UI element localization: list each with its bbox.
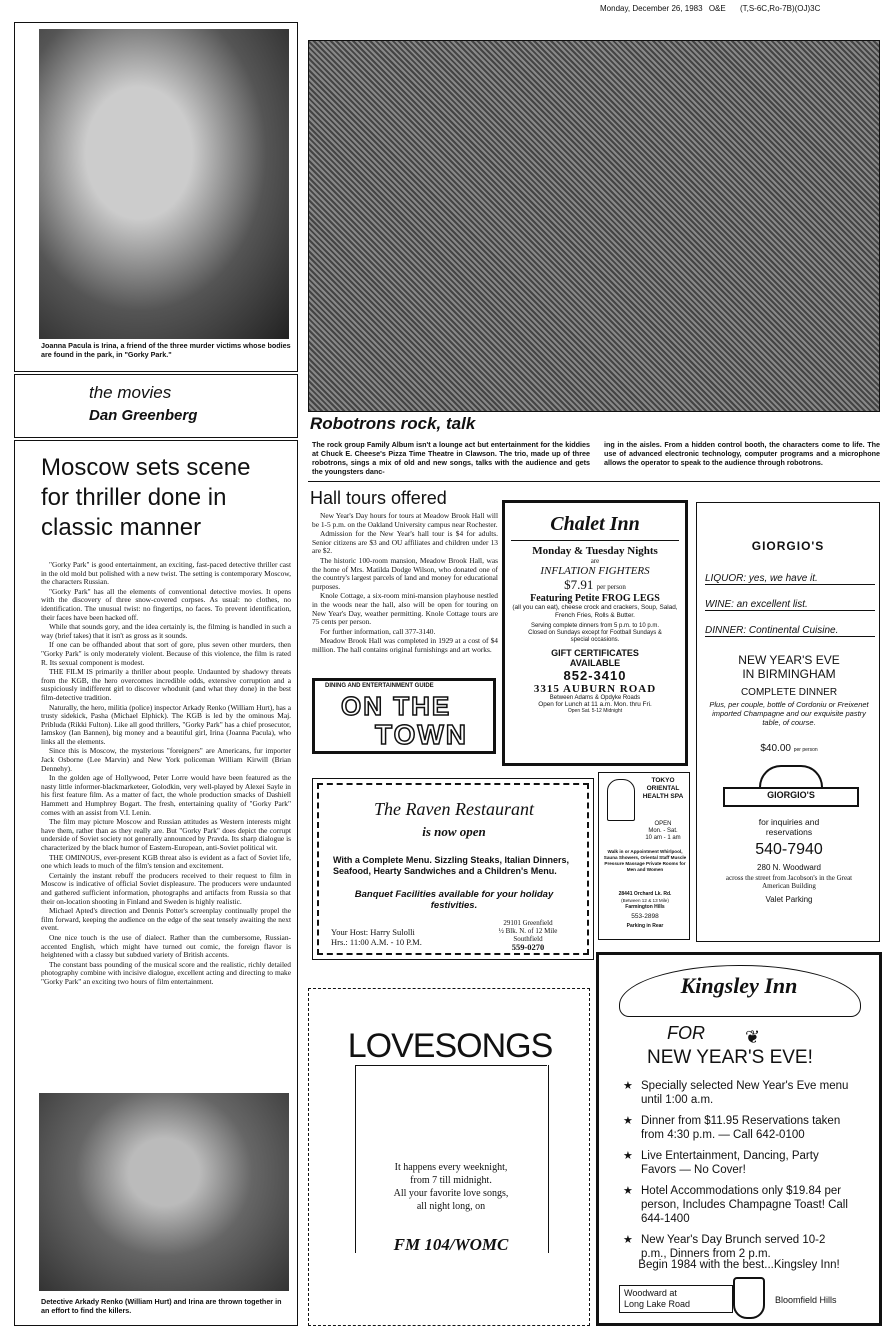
chalet-line2: are xyxy=(590,557,600,565)
raven-banquet: Banquet Facilities available for your holiday festivities. xyxy=(354,889,554,911)
giorgios-name: GIORGIO'S xyxy=(751,539,825,553)
on-the-town-logo xyxy=(312,678,496,754)
on-the-town-line1: ON THE xyxy=(341,691,452,721)
tokyo-parking: Parking in Rear xyxy=(626,923,664,929)
on-the-town-tagline: DINING AND ENTERTAINMENT GUIDE xyxy=(325,683,434,689)
on-the-town-line2: TOWN xyxy=(375,719,469,750)
kingsley-item: ★ Live Entertainment, Dancing, Party Favors — No Cover! xyxy=(619,1149,851,1177)
divider xyxy=(308,481,880,482)
tokyo-between: (Between 12 & 13 Mile) xyxy=(621,898,669,903)
lovesongs-copy xyxy=(355,1161,547,1213)
raven-addr3: Southfield xyxy=(513,935,543,943)
review-body xyxy=(41,561,291,1086)
review-paragraph: If one can be offhanded about that sort of gore, plus seven other murders, then "Gorky Park" is only moderately violent. Because of this violence, the film is rated R. Its sexual component is modest. xyxy=(41,640,291,667)
tokyo-city: Farmington Hills xyxy=(625,904,665,910)
raven-open: is now open xyxy=(422,824,486,839)
raven-menu: With a Complete Menu. Sizzling Steaks, Italian Dinners, Seafood, Hearty Sandwiches and a Children's Menu. xyxy=(333,855,569,876)
kingsley-list xyxy=(619,1079,851,1268)
spa-person-icon xyxy=(607,779,635,821)
left-photo-frame xyxy=(14,22,298,372)
chalet-price-line xyxy=(505,577,685,593)
awning-icon xyxy=(759,765,823,787)
review-paragraph: The film may picture Moscow and Russian attitudes as Western interests might have them, rather than as they really are. But "Gorky Park" does depict the corrupt underside of Soviet society not generally announced by Pravda. Its sharp dialogue is characterized by the black humor of Eastern-European, anti-Soviet political wit. xyxy=(41,817,291,852)
chalet-inn-ad xyxy=(502,500,688,766)
giorgios-ad xyxy=(696,502,880,942)
chalet-details: (all you can eat), cheese crock and crackers, Soup, Salad, French Fries, Rolls & Butter. xyxy=(512,604,678,619)
tokyo-days: Mon. - Sat. xyxy=(648,828,678,834)
review-paragraph: Certainly the instant rebuff the producers received to their request to film in Moscow is indicative of official Soviet displeasure. The producers were undaunted and gathered sufficient information, photographs and artifacts from Russia so that their on-location shooting in Finland and Sweden is highly realistic. xyxy=(41,870,291,906)
bottom-photo-caption: Detective Arkady Renko (William Hurt) and Irina are thrown together in an effort to find the killers. xyxy=(41,1297,282,1315)
irina-photo xyxy=(39,29,289,339)
kingsley-city: Bloomfield Hills xyxy=(775,1295,837,1305)
chalet-line3: INFLATION FIGHTERS xyxy=(540,565,650,577)
column-header xyxy=(14,374,298,438)
review-paragraph: THE OMINOUS, ever-present KGB threat also is evident as a fact of Soviet life, one which leads to much of the film's tension and excitement. xyxy=(41,852,291,871)
giorgios-wine: WINE: an excellent list. xyxy=(705,599,875,611)
robotrons-headline: Robotrons rock, talk xyxy=(310,414,476,433)
raven-host: Your Host: Harry Sulolli xyxy=(331,927,415,937)
review-paragraph: "Gorky Park" has all the elements of conventional detective movies. It opens with the discovery of three snow-covered corpses. As usual: no clothes, no identification. The unusual twist: no fingertips, no faces. To prevent identification, their faces have been hacked off. xyxy=(41,586,291,622)
lovesongs-line4: all night long, on xyxy=(416,1201,486,1212)
giorgios-across: across the street from Jacobson's in the Great American Building xyxy=(725,874,853,890)
review-paragraph: Naturally, the hero, militia (police) inspector Arkady Renko (William Hurt), has a trusty sidekick, Pasha (Michael Elphick). The KGB is led by the ominous Maj. Pribluda (Rikki Fulton). Like all good thrillers, "Gorky Park" has a chief prosecutor, Iamskoy (Ian Bannen), big money and a beautiful girl, Irina (Joanna Pacula), who links all the elements. xyxy=(41,702,291,746)
giorgios-sign xyxy=(723,787,859,807)
hall-tours-paragraph: New Year's Day hours for tours at Meadow Brook Hall will be 1-5 p.m. on the Oakland University campus near Rochester. xyxy=(312,512,498,529)
giorgios-price-suffix: per person xyxy=(793,747,818,753)
hall-tours-body xyxy=(312,512,498,672)
chalet-gift: GIFT CERTIFICATES AVAILABLE xyxy=(551,648,639,668)
chalet-feature: Featuring Petite FROG LEGS xyxy=(530,593,660,604)
lovesongs-frame xyxy=(355,1065,549,1253)
review-paragraph: THE FILM IS primarily a thriller about people. Undaunted by shadowy threats from the KGB, the hero overcomes incredible odds, extensive corruption and a suspiciously indifferent girl to discover whodunit (and what they done) in the best film-detective tradition. xyxy=(41,667,291,702)
kingsley-item: ★ Specially selected New Year's Eve menu until 1:00 a.m. xyxy=(619,1079,851,1107)
robotrons-caption-left: The rock group Family Album isn't a lounge act but entertainment for the kiddies at Chuck E. Cheese's Pizza Time Theatre in Clawson. The trio, made up of three robotrons, sings a mix of old and new songs, talks with the audience and gets the youngsters danc- xyxy=(312,440,590,476)
kingsley-inn-ad xyxy=(596,952,882,1326)
robotrons-caption-right: ing in the aisles. From a hidden control booth, the characters come to life. The use of advanced electronic technology, computer programs and a microphone allows the operator to speak to the audience through robotrons. xyxy=(604,440,880,467)
kingsley-name: Kingsley Inn xyxy=(680,973,798,998)
column-title: the movies xyxy=(89,383,172,402)
giorgios-address: 280 N. Woodward xyxy=(757,863,821,872)
giorgios-dinner: DINNER: Continental Cuisine. xyxy=(705,625,875,637)
lovesongs-title: LOVESONGS xyxy=(347,1027,553,1065)
holly-icon: ❦ xyxy=(745,1027,761,1047)
review-paragraph: In the golden age of Hollywood, Peter Lorre would have been featured as the nasty little informer-blackmarketeer, Golodkin, very well-played by Alexei Sayle in his first feature film. As a matter of fact, the whole production smacks of Dashiell Hammett and Humphrey Bogart. The fresh, entertaining quality of "Gorky Park" comes with an assist from V.I. Lenin. xyxy=(41,773,291,817)
hall-tours-headline: Hall tours offered xyxy=(310,488,447,508)
review-paragraph: "Gorky Park" is good entertainment, an exciting, fast-paced detective thriller cast in the old mold but polished with a new twist. The setting is contemporary Moscow, the characters Russian. xyxy=(41,561,291,587)
giorgios-plus: Plus, per couple, bottle of Cordoniu or Freixenet imported Champagne and our exquisite pastry table, of course. xyxy=(709,700,869,727)
hall-tours-paragraph: Knole Cottage, a six-room mini-mansion playhouse nestled in the woods near the hall, also will be open for touring on New Year's Day, weather permitting. Knole Cottage tours are 75 cents per person. xyxy=(312,591,498,627)
raven-addr1: 29101 Greenfield xyxy=(503,919,553,927)
review-headline: Moscow sets scene for thriller done in classic manner xyxy=(41,454,251,541)
section-tag: O&E xyxy=(708,4,726,13)
chalet-sat: Open Sat. 5-12 Midnight xyxy=(567,708,623,714)
kingsley-for: FOR xyxy=(667,1023,705,1043)
kingsley-loc1: Woodward at xyxy=(624,1288,677,1298)
hall-tours-paragraph: Meadow Brook Hall was completed in 1929 at a cost of $4 million. The hall contains original furnishings and art works. xyxy=(312,636,498,654)
chalet-address: 3315 AUBURN ROAD xyxy=(533,683,657,695)
kingsley-item: ★ Dinner from $11.95 Reservations taken from 4:30 p.m. — Call 642-0100 xyxy=(619,1114,851,1142)
raven-address xyxy=(473,919,583,951)
kingsley-crest-icon xyxy=(733,1277,765,1319)
lovesongs-station: FM 104/WOMC xyxy=(393,1235,509,1254)
date-line: Monday, December 26, 1983 xyxy=(600,4,703,13)
review-paragraph: Michael Apted's direction and Dennis Potter's screenplay continually propel the film forward, keeping the audience on the edge of the seat tensely awaiting the next event. xyxy=(41,906,291,933)
kingsley-loc2: Long Lake Road xyxy=(624,1299,691,1309)
photo-caption: Joanna Pacula is Irina, a friend of the three murder victims whose bodies are found in the park, in "Gorky Park." xyxy=(41,341,291,359)
chalet-line1: Monday & Tuesday Nights xyxy=(532,545,658,557)
kingsley-nye: NEW YEAR'S EVE! xyxy=(647,1047,813,1068)
raven-phone: 559-0270 xyxy=(511,942,545,952)
renko-irina-photo xyxy=(39,1093,289,1291)
giorgios-nye2: IN BIRMINGHAM xyxy=(742,667,836,681)
chalet-between: Between Adams & Opdyke Roads xyxy=(549,695,641,701)
tokyo-address: 28441 Orchard Lk. Rd. xyxy=(618,891,672,897)
review-section xyxy=(14,440,298,1326)
raven-addr2: ½ Blk. N. of 12 Mile xyxy=(498,927,558,935)
chalet-inn-name: Chalet Inn xyxy=(511,513,679,541)
giorgios-sign-text: GIORGIO'S xyxy=(767,790,815,800)
review-paragraph: One nice touch is the use of dialect. Rather than the cumbersome, Russian-accented English, which might have turned out comic, the foreign flavor is heightened with a classy but subdued variety of British accents. xyxy=(41,932,291,960)
giorgios-price: $40.00 xyxy=(760,743,791,754)
kingsley-item: ★ Hotel Accommodations only $19.84 per person, Includes Champagne Toast! Call 644-1400 xyxy=(619,1184,851,1226)
robotrons-photo xyxy=(308,40,880,412)
giorgios-price-line xyxy=(697,743,881,754)
hall-tours-paragraph: The historic 100-room mansion, Meadow Brook Hall, was the home of Mrs. Matilda Dodge Wilson, who donated one of the country's largest parcels of land and money for educational purposes. xyxy=(312,555,498,591)
tokyo-name: TOKYO ORIENTAL HEALTH SPA xyxy=(642,777,684,800)
raven-name: The Raven Restaurant xyxy=(374,799,534,819)
review-paragraph: While that sounds gory, and the idea certainly is, the filming is handled in such a way (brief takes) that it isn't as gross as it sounds. xyxy=(41,622,291,640)
hall-tours-paragraph: For further information, call 377-3140. xyxy=(320,626,436,636)
kingsley-location xyxy=(619,1285,733,1313)
raven-ad xyxy=(312,778,594,960)
page-code: (T,S-6C,Ro-7B)(OJ)3C xyxy=(739,4,821,13)
giorgios-phone: 540-7940 xyxy=(755,841,823,858)
giorgios-nye1: NEW YEAR'S EVE xyxy=(738,653,840,667)
chalet-serving: Serving complete dinners from 5 p.m. to 10 p.m. Closed on Sundays except for Football Sundays & special occasions. xyxy=(528,623,662,643)
giorgios-complete: COMPLETE DINNER xyxy=(740,687,838,698)
tokyo-phone: 553-2898 xyxy=(631,913,659,920)
review-paragraph: Since this is Moscow, the mysterious "foreigners" are Americans, fur importer Jack Osborne (Lee Marvin) and New York policeman William Kirwill (Brian Dennehy). xyxy=(41,746,291,773)
chalet-phone: 852-3410 xyxy=(563,668,627,683)
lovesongs-ad xyxy=(308,988,590,1326)
chalet-lunch: Open for Lunch at 11 a.m. Mon. thru Fri. xyxy=(538,701,652,708)
review-paragraph: The constant bass pounding of the musical score and the realistic, richly detailed photography combine with incisive dialogue, excellent acting and directing to make "Gorky Park" an exciting two hours of film entertainment. xyxy=(41,959,291,986)
lovesongs-line3: All your favorite love songs, xyxy=(393,1188,509,1199)
raven-hours: Hrs.: 11:00 A.M. - 10 P.M. xyxy=(331,937,422,947)
lovesongs-line1: It happens every weeknight, xyxy=(394,1162,508,1173)
tokyo-hours: 10 am - 1 am xyxy=(645,835,681,841)
giorgios-inquiries: for inquiries and reservations xyxy=(758,817,820,837)
tokyo-spa-ad xyxy=(598,772,690,940)
tokyo-services: Walk in or Appointment Whirlpool, Sauna Showers, Oriental Staff Muscle Pressure Massage Private Rooms for Men and Women xyxy=(603,849,687,872)
chalet-price: $7.91 xyxy=(564,577,594,592)
chalet-price-suffix: per person xyxy=(596,583,626,591)
giorgios-valet: Valet Parking xyxy=(765,895,813,904)
tokyo-open: OPEN xyxy=(654,821,672,827)
masthead xyxy=(600,4,884,18)
hall-tours-paragraph: Admission for the New Year's hall tour is $4 for adults. Senior citizens are $3 and OU affiliates and children under 13 are $2. xyxy=(312,529,498,556)
kingsley-begin: Begin 1984 with the best...Kingsley Inn! xyxy=(638,1259,840,1271)
column-author: Dan Greenberg xyxy=(89,407,198,424)
kingsley-item: ★ New Year's Day Brunch served 10-2 p.m., Dinners from 2 p.m. xyxy=(619,1233,851,1261)
giorgios-liquor: LIQUOR: yes, we have it. xyxy=(705,573,875,585)
lovesongs-line2: from 7 till midnight. xyxy=(410,1175,492,1186)
